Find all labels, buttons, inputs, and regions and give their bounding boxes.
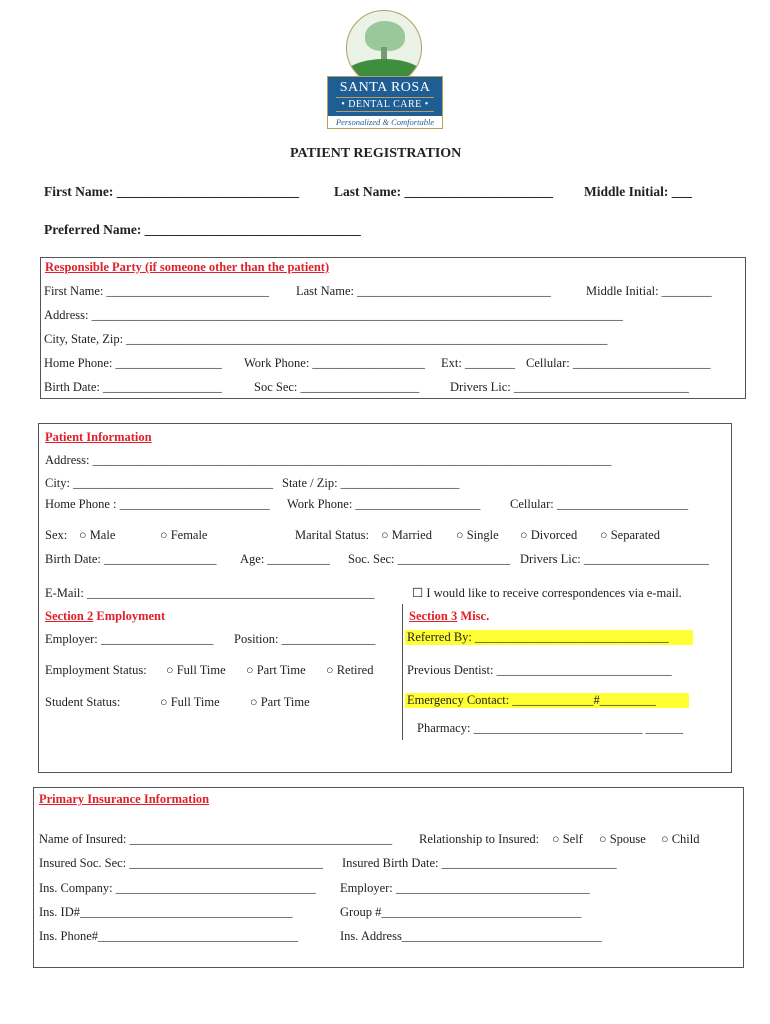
sex-radio-male[interactable]: ○ Male — [79, 528, 116, 542]
rp-city-state-zip-field[interactable]: City, State, Zip: _____________________________________________________________________________ — [44, 332, 608, 346]
student-option-label: Part Time — [260, 695, 310, 709]
emergency-contact-field[interactable]: Emergency Contact: _____________#_________ — [405, 693, 689, 708]
sex-radio-female[interactable]: ○ Female — [160, 528, 208, 542]
rel-option-label: Child — [671, 832, 700, 846]
patient-info-heading: Patient Information — [45, 430, 152, 444]
employment-heading — [45, 609, 165, 624]
marital-option-label: Married — [391, 528, 432, 542]
rp-address-field[interactable]: Address: _____________________________________________________________________________________ — [44, 308, 623, 322]
responsible-party-heading: Responsible Party (if someone other than the patient) — [45, 260, 330, 274]
section-divider — [402, 604, 403, 740]
ins-address-field[interactable]: Ins. Address________________________________ — [340, 929, 602, 943]
pt-home-phone-field[interactable]: Home Phone : ________________________ — [45, 497, 270, 511]
marital-option-label: Separated — [610, 528, 660, 542]
rp-soc-sec-field[interactable]: Soc Sec: ___________________ — [254, 380, 420, 394]
logo-name: SANTA ROSA — [339, 80, 431, 95]
responsible-party-section — [40, 257, 746, 399]
marital-radio-married[interactable]: ○ Married — [381, 528, 432, 542]
tree-emblem-icon — [346, 10, 422, 86]
email-consent-label: I would like to receive correspondences via e-mail. — [426, 586, 682, 600]
rp-last-name-field[interactable]: Last Name: _______________________________ — [296, 284, 551, 298]
rp-home-phone-field[interactable]: Home Phone: _________________ — [44, 356, 222, 370]
section-title: Employment — [93, 609, 166, 623]
rp-middle-initial-field[interactable]: Middle Initial: ________ — [586, 284, 712, 298]
preferred-name-field[interactable]: Preferred Name: ________________________________ — [44, 222, 361, 237]
logo-tagline: Personalized & Comfortable — [327, 116, 443, 129]
section-title: Misc. — [457, 609, 490, 623]
pt-address-field[interactable]: Address: ___________________________________________________________________________________ — [45, 453, 612, 467]
emp-radio-full-time[interactable]: ○ Full Time — [166, 663, 226, 677]
rel-option-label: Spouse — [609, 832, 646, 846]
rel-radio-spouse[interactable]: ○ Spouse — [599, 832, 646, 846]
ins-group-field[interactable]: Group #________________________________ — [340, 905, 582, 919]
pt-email-field[interactable]: E-Mail: ______________________________________________ — [45, 586, 375, 600]
rel-radio-self[interactable]: ○ Self — [552, 832, 583, 846]
sex-option-label: Male — [89, 528, 116, 542]
pt-city-field[interactable]: City: ________________________________ — [45, 476, 274, 490]
insured-name-field[interactable]: Name of Insured: __________________________________________ — [39, 832, 393, 846]
rp-work-phone-field[interactable]: Work Phone: __________________ — [244, 356, 425, 370]
rp-birth-date-field[interactable]: Birth Date: ___________________ — [44, 380, 222, 394]
ins-phone-field[interactable]: Ins. Phone#________________________________ — [39, 929, 299, 943]
emp-option-label: Retired — [336, 663, 374, 677]
rel-option-label: Self — [562, 832, 583, 846]
marital-status-label: Marital Status: — [295, 528, 369, 542]
misc-heading — [409, 609, 489, 624]
marital-option-label: Single — [466, 528, 499, 542]
referred-by-field[interactable]: Referred By: _______________________________ — [405, 630, 693, 645]
student-option-label: Full Time — [170, 695, 220, 709]
logo-nameplate — [327, 76, 443, 118]
middle-initial-field[interactable]: Middle Initial: ___ — [584, 184, 693, 199]
emp-radio-part-time[interactable]: ○ Part Time — [246, 663, 306, 677]
last-name-field[interactable]: Last Name: ______________________ — [334, 184, 553, 199]
insured-birth-date-field[interactable]: Insured Birth Date: ____________________________ — [342, 856, 617, 870]
sex-label: Sex: — [45, 528, 68, 542]
pt-work-phone-field[interactable]: Work Phone: ____________________ — [287, 497, 481, 511]
section-number: Section 3 — [409, 609, 458, 623]
logo-subname: • DENTAL CARE • — [336, 97, 434, 112]
employer-field[interactable]: Employer: __________________ — [45, 632, 214, 646]
form-title: PATIENT REGISTRATION — [290, 146, 462, 161]
ins-employer-field[interactable]: Employer: _______________________________ — [340, 881, 590, 895]
first-name-field[interactable]: First Name: ___________________________ — [44, 184, 299, 199]
insurance-heading: Primary Insurance Information — [39, 792, 210, 806]
marital-radio-divorced[interactable]: ○ Divorced — [520, 528, 578, 542]
sex-option-label: Female — [170, 528, 208, 542]
rp-first-name-field[interactable]: First Name: __________________________ — [44, 284, 269, 298]
section-number: Section 2 — [45, 609, 94, 623]
insured-soc-sec-field[interactable]: Insured Soc. Sec: _______________________________ — [39, 856, 324, 870]
pt-soc-sec-field[interactable]: Soc. Sec: __________________ — [348, 552, 511, 566]
email-consent-checkbox[interactable]: ☐ I would like to receive correspondences via e-mail. — [412, 586, 682, 600]
emp-option-label: Part Time — [256, 663, 306, 677]
student-status-label: Student Status: — [45, 695, 121, 709]
student-radio-part-time[interactable]: ○ Part Time — [250, 695, 310, 709]
emp-radio-retired[interactable]: ○ Retired — [326, 663, 374, 677]
student-radio-full-time[interactable]: ○ Full Time — [160, 695, 220, 709]
position-field[interactable]: Position: _______________ — [234, 632, 376, 646]
ins-id-field[interactable]: Ins. ID#__________________________________ — [39, 905, 293, 919]
employment-status-label: Employment Status: — [45, 663, 147, 677]
rp-cellular-field[interactable]: Cellular: ______________________ — [526, 356, 711, 370]
rp-ext-field[interactable]: Ext: ________ — [441, 356, 515, 370]
marital-option-label: Divorced — [530, 528, 578, 542]
pt-drivers-lic-field[interactable]: Drivers Lic: ____________________ — [520, 552, 709, 566]
previous-dentist-field[interactable]: Previous Dentist: ____________________________ — [407, 663, 672, 677]
marital-radio-single[interactable]: ○ Single — [456, 528, 499, 542]
ins-company-field[interactable]: Ins. Company: ________________________________ — [39, 881, 316, 895]
rp-drivers-lic-field[interactable]: Drivers Lic: ____________________________ — [450, 380, 689, 394]
practice-logo — [322, 8, 446, 128]
marital-radio-separated[interactable]: ○ Separated — [600, 528, 660, 542]
pt-age-field[interactable]: Age: __________ — [240, 552, 330, 566]
emp-option-label: Full Time — [176, 663, 226, 677]
pt-state-zip-field[interactable]: State / Zip: ___________________ — [282, 476, 460, 490]
pt-birth-date-field[interactable]: Birth Date: __________________ — [45, 552, 217, 566]
pharmacy-field[interactable]: Pharmacy: ___________________________ ______ — [417, 721, 683, 735]
relationship-label: Relationship to Insured: — [419, 832, 540, 846]
pt-cellular-field[interactable]: Cellular: _____________________ — [510, 497, 689, 511]
rel-radio-child[interactable]: ○ Child — [661, 832, 700, 846]
